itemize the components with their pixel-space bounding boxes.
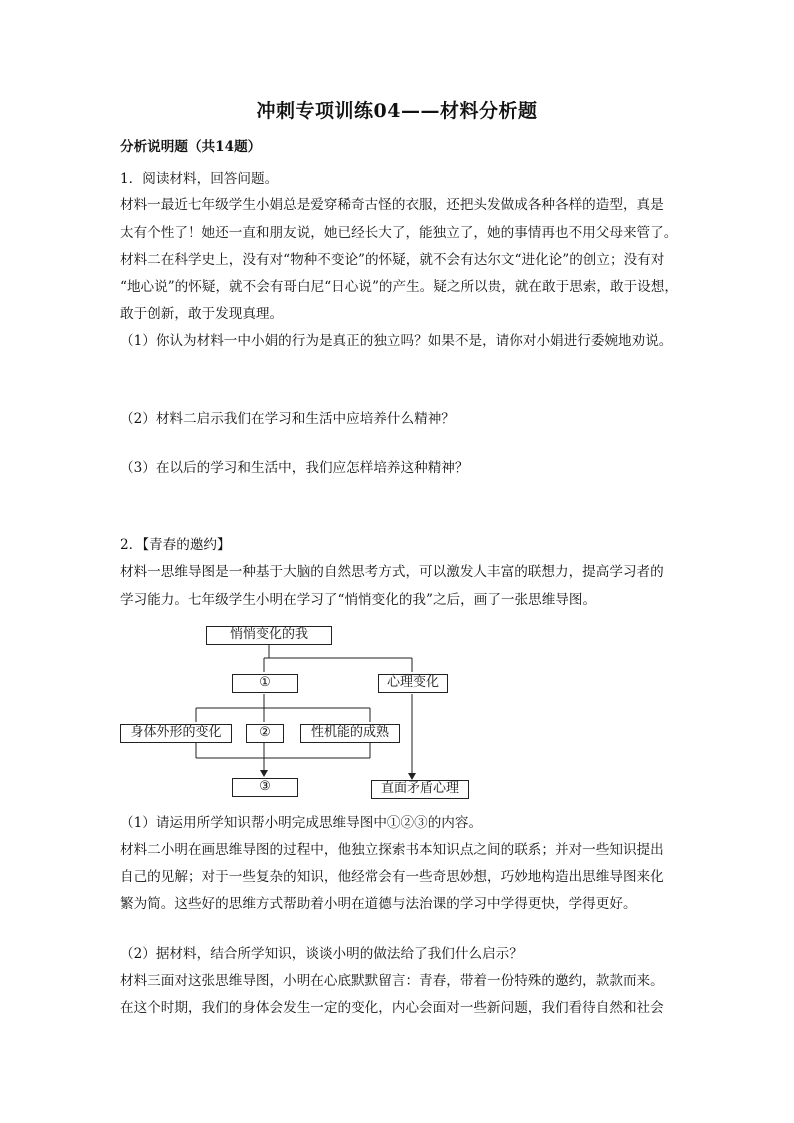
q1-sub-question-2: （2）材料二启示我们在学习和生活中应培养什么精神？	[120, 411, 455, 427]
q1-material-2-line-1: 材料二在科学史上，没有对“物种不变论”的怀疑，就不会有达尔文“进化论”的创立；没有对	[120, 252, 665, 268]
question-2-intro: 2．【青春的邀约】	[120, 537, 231, 553]
q1-material-2-line-3: 敢于创新，敢于发现真理。	[120, 306, 284, 322]
q2-material-2-line-1: 材料二小明在画思维导图的过程中，他独立探索书本知识点之间的联系；并对一些知识提出	[120, 842, 664, 858]
node-blank-2: ②	[246, 724, 284, 743]
q2-material-1-line-1: 材料一思维导图是一种基于大脑的自然思考方式，可以激发人丰富的联想力，提高学习者的	[120, 564, 664, 580]
q1-material-2-line-2: “地心说”的怀疑，就不会有哥白尼“日心说”的产生。疑之所以贵，就在敢于思索，敢于设想，	[120, 279, 678, 295]
question-1-intro: 1．阅读材料，回答问题。	[120, 171, 279, 187]
q2-sub-question-2: （2）据材料，结合所学知识，谈谈小明的做法给了我们什么启示？	[120, 946, 523, 962]
node-psych-change: 心理变化	[378, 674, 448, 693]
section-heading: 分析说明题（共14题）	[120, 139, 262, 155]
q2-material-1-line-2: 学习能力。七年级学生小明在学习了“悄悄变化的我”之后，画了一张思维导图。	[120, 592, 597, 608]
node-blank-3: ③	[232, 778, 298, 797]
q2-material-3-line-1: 材料三面对这张思维导图，小明在心底默默留言：青春，带着一份特殊的邀约，款款而来。	[120, 973, 664, 989]
mind-map-diagram	[118, 618, 478, 804]
node-body-change: 身体外形的变化	[120, 724, 232, 743]
mind-map-connectors	[118, 618, 478, 804]
q1-material-1-line-2: 太有个性了！她还一直和朋友说，她已经长大了，能独立了，她的事情再也不用父母来管了。	[120, 225, 678, 241]
q2-material-3-line-2: 在这个时期，我们的身体会发生一定的变化，内心会面对一些新问题，我们看待自然和社会	[120, 1000, 664, 1016]
node-face-contradiction: 直面矛盾心理	[371, 780, 469, 799]
q2-material-2-line-2: 自己的见解；对于一些复杂的知识，他经常会有一些奇思妙想，巧妙地构造出思维导图来化	[120, 869, 664, 885]
page-title: 冲刺专项训练04——材料分析题	[256, 100, 538, 122]
node-root: 悄悄变化的我	[206, 626, 332, 645]
node-sexual-maturity: 性机能的成熟	[300, 724, 400, 743]
q2-sub-question-1: （1）请运用所学知识帮小明完成思维导图中①②③的内容。	[120, 815, 483, 831]
node-blank-1: ①	[232, 674, 298, 693]
q1-material-1-line-1: 材料一最近七年级学生小娟总是爱穿稀奇古怪的衣服，还把头发做成各种各样的造型，真是	[120, 197, 664, 213]
q2-material-2-line-3: 繁为简。这些好的思维方式帮助着小明在道德与法治课的学习中学得更快，学得更好。	[120, 896, 637, 912]
q1-sub-question-3: （3）在以后的学习和生活中，我们应怎样培养这种精神？	[120, 460, 469, 476]
q1-sub-question-1: （1）你认为材料一中小娟的行为是真正的独立吗？如果不是，请你对小娟进行委婉地劝说。	[120, 333, 673, 349]
